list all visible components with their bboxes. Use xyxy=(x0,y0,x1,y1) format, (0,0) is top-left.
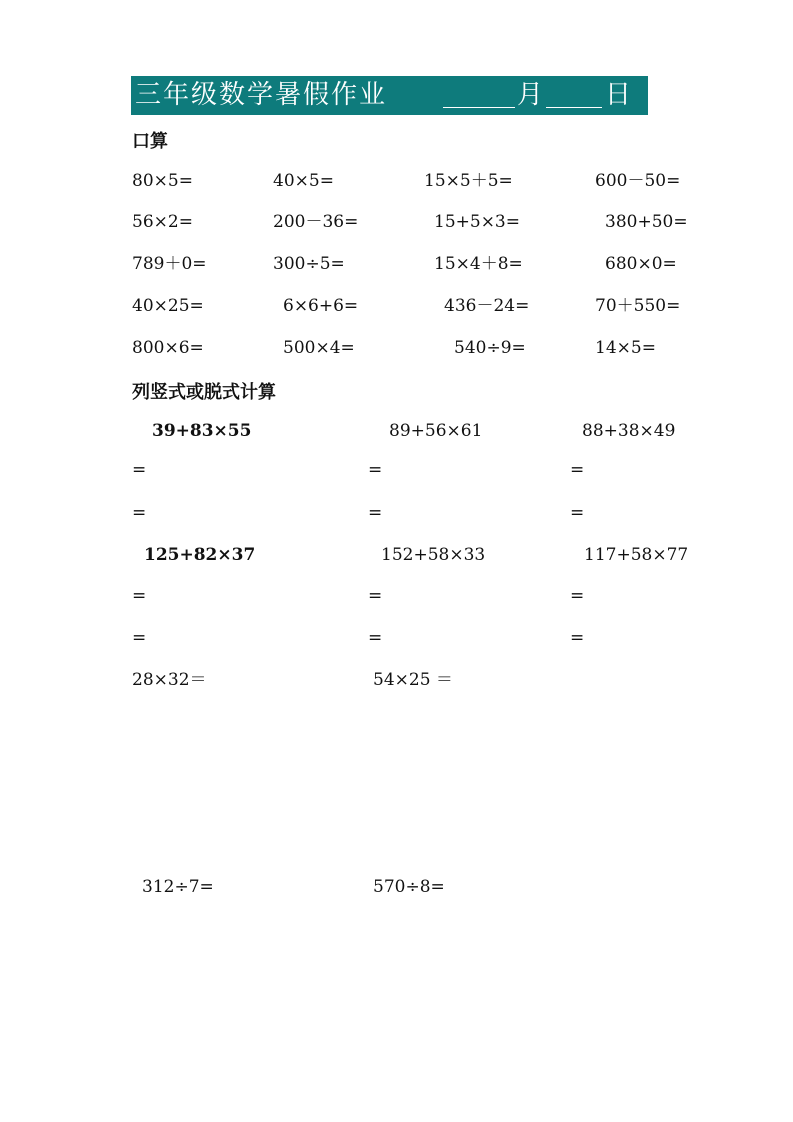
day-blank[interactable] xyxy=(546,107,602,108)
division-problem: 570÷8= xyxy=(373,877,445,897)
oral-problem: 40×5= xyxy=(273,171,334,191)
oral-problem: 80×5= xyxy=(132,171,193,191)
oral-problem: 56×2= xyxy=(132,212,193,232)
oral-problem: 70＋550= xyxy=(595,296,681,316)
equals-sign: = xyxy=(368,628,383,648)
step-problem: 117+58×77 xyxy=(584,545,689,565)
step-problem: 88+38×49 xyxy=(582,421,676,441)
equals-sign: = xyxy=(132,503,147,523)
section-oral-heading: 口算 xyxy=(132,131,168,152)
month-blank[interactable] xyxy=(443,107,515,108)
vertical-problem: 54×25 ＝ xyxy=(373,670,453,690)
step-problem: 89+56×61 xyxy=(389,421,483,441)
step-problem: 39+83×55 xyxy=(152,421,252,441)
equals-sign: = xyxy=(368,503,383,523)
step-problem: 152+58×33 xyxy=(381,545,486,565)
oral-problem: 436－24= xyxy=(444,296,530,316)
equals-sign: = xyxy=(570,628,585,648)
page-title: 三年级数学暑假作业 xyxy=(135,80,388,110)
oral-problem: 14×5= xyxy=(595,338,656,358)
equals-sign: = xyxy=(368,586,383,606)
section-written-heading: 列竖式或脱式计算 xyxy=(132,382,276,403)
oral-problem: 540÷9= xyxy=(454,338,526,358)
equals-sign: = xyxy=(132,460,147,480)
oral-problem: 15×4＋8= xyxy=(434,254,523,274)
equals-sign: = xyxy=(132,586,147,606)
oral-problem: 300÷5= xyxy=(273,254,345,274)
oral-problem: 680×0= xyxy=(605,254,677,274)
oral-problem: 6×6+6= xyxy=(283,296,359,316)
month-label: 月 xyxy=(517,80,544,110)
equals-sign: = xyxy=(570,586,585,606)
oral-problem: 600－50= xyxy=(595,171,681,191)
equals-sign: = xyxy=(570,503,585,523)
step-problem: 125+82×37 xyxy=(144,545,256,565)
equals-sign: = xyxy=(368,460,383,480)
equals-sign: = xyxy=(570,460,585,480)
oral-problem: 200－36= xyxy=(273,212,359,232)
oral-problem: 800×6= xyxy=(132,338,204,358)
equals-sign: = xyxy=(132,628,147,648)
division-problem: 312÷7= xyxy=(142,877,214,897)
oral-problem: 15×5＋5= xyxy=(424,171,513,191)
day-label: 日 xyxy=(605,80,632,110)
vertical-problem: 28×32＝ xyxy=(132,670,207,690)
oral-problem: 500×4= xyxy=(283,338,355,358)
oral-problem: 380+50= xyxy=(605,212,688,232)
oral-problem: 789＋0= xyxy=(132,254,207,274)
oral-problem: 40×25= xyxy=(132,296,204,316)
title-banner xyxy=(131,76,648,115)
oral-problem: 15+5×3= xyxy=(434,212,520,232)
